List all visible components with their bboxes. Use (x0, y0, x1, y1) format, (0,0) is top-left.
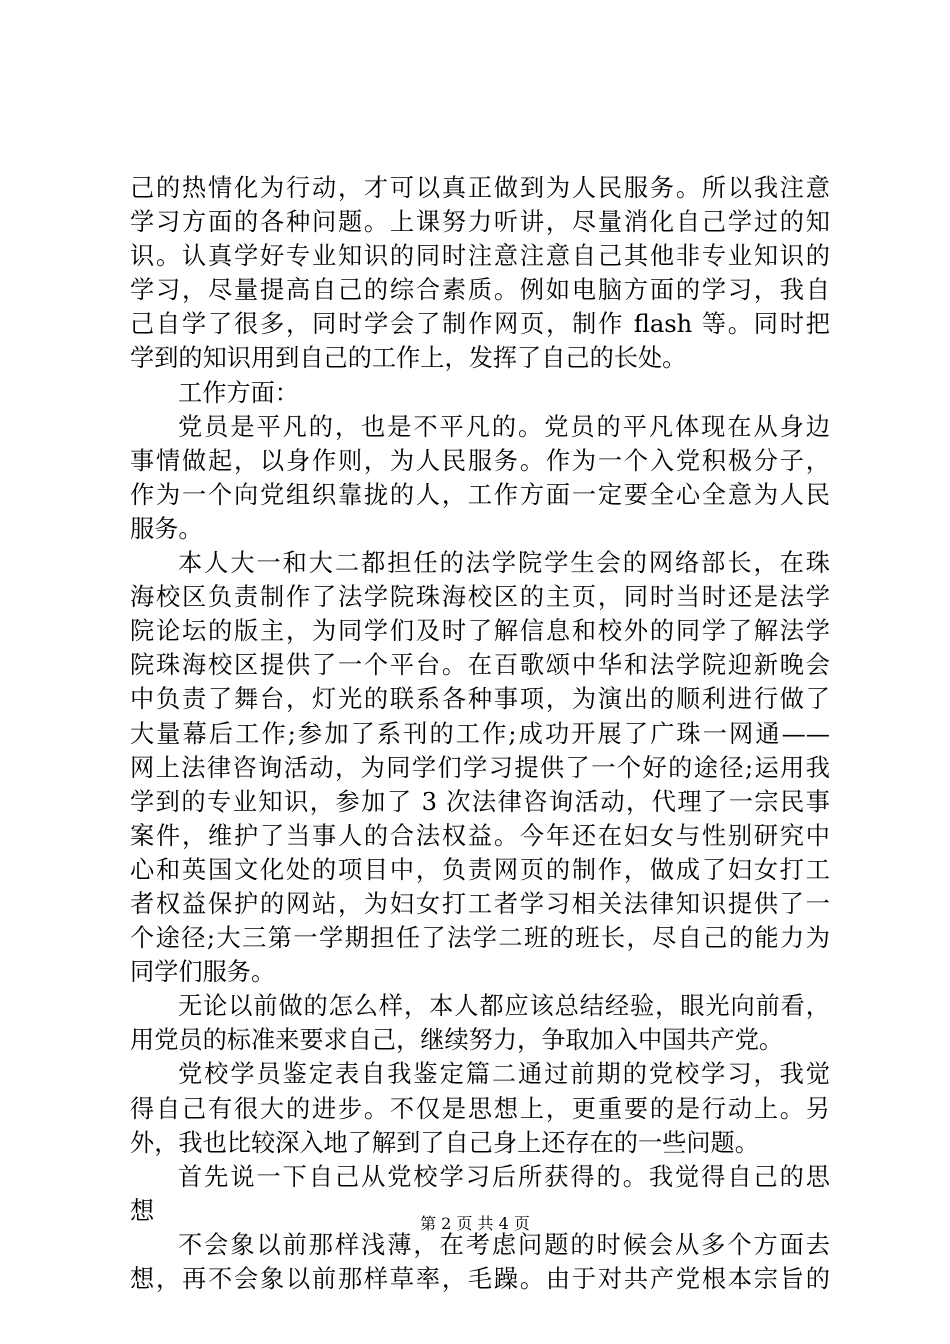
text-line: 党员是平凡的，也是不平凡的。党员的平凡体现在从身边 (178, 412, 830, 441)
text-line: 不会象以前那样浅薄，在考虑问题的时候会从多个方面去 (178, 1230, 830, 1259)
page-footer (0, 1214, 950, 1234)
text-line: 心和英国文化处的项目中，负责网页的制作，做成了妇女打工 (130, 855, 830, 884)
text-line: 首先说一下自己从党校学习后所获得的。我觉得自己的思 (178, 1162, 830, 1191)
text-line: 作为一个向党组织靠拢的人，工作方面一定要全心全意为人民 (130, 480, 830, 509)
text-line: 本人大一和大二都担任的法学院学生会的网络部长，在珠 (178, 549, 830, 578)
text-line: 外，我也比较深入地了解到了自己身上还存在的一些问题。 (130, 1128, 759, 1157)
text-line: 得自己有很大的进步。不仅是思想上，更重要的是行动上。另 (130, 1094, 830, 1123)
text-line: 个途径;大三第一学期担任了法学二班的班长，尽自己的能力为 (130, 924, 830, 953)
text-line: 学到的专业知识，参加了 3 次法律咨询活动，代理了一宗民事 (130, 787, 830, 816)
text-line: 海校区负责制作了法学院珠海校区的主页，同时当时还是法学 (130, 583, 830, 612)
text-line: 识。认真学好专业知识的同时注意注意自己其他非专业知识的 (130, 242, 830, 271)
text-line: 网上法律咨询活动，为同学们学习提供了一个好的途径;运用我 (130, 753, 830, 782)
text-line: 学习方面的各种问题。上课努力听讲，尽量消化自己学过的知 (130, 208, 830, 237)
text-line: 用党员的标准来要求自己，继续努力，争取加入中国共产党。 (130, 1026, 784, 1055)
text-line: 想 (130, 1196, 155, 1225)
text-line: 党校学员鉴定表自我鉴定篇二通过前期的党校学习，我觉 (178, 1060, 830, 1089)
text-line: 学到的知识用到自己的工作上，发挥了自己的长处。 (130, 344, 687, 373)
text-line: 同学们服务。 (130, 958, 276, 987)
text-line: 学习，尽量提高自己的综合素质。例如电脑方面的学习，我自 (130, 276, 830, 305)
text-line: 想，再不会象以前那样草率，毛躁。由于对共产党根本宗旨的 (130, 1265, 830, 1293)
text-line: 服务。 (130, 514, 203, 543)
text-line: 院论坛的版主，为同学们及时了解信息和校外的同学了解法学 (130, 617, 830, 646)
text-line: 无论以前做的怎么样，本人都应该总结经验，眼光向前看， (178, 992, 830, 1021)
text-line: 院珠海校区提供了一个平台。在百歌颂中华和法学院迎新晚会 (130, 651, 830, 680)
text-line: 事情做起，以身作则，为人民服务。作为一个入党积极分子， (130, 446, 830, 475)
text-line: 己的热情化为行动，才可以真正做到为人民服务。所以我注意 (130, 174, 830, 202)
text-line: 大量幕后工作;参加了系刊的工作;成功开展了广珠一网通—— (130, 719, 830, 748)
text-line: 案件，维护了当事人的合法权益。今年还在妇女与性别研究中 (130, 821, 830, 850)
text-line: 中负责了舞台，灯光的联系各种事项，为演出的顺利进行做了 (130, 685, 830, 714)
text-line: 己自学了很多，同时学会了制作网页，制作 flash 等。同时把 (130, 310, 830, 339)
document-body (130, 171, 830, 1296)
page-number: 第 2 页 共 4 页 (420, 1214, 530, 1233)
text-line: 者权益保护的网站，为妇女打工者学习相关法律知识提供了一 (130, 889, 830, 918)
text-line: 工作方面： (178, 378, 299, 407)
